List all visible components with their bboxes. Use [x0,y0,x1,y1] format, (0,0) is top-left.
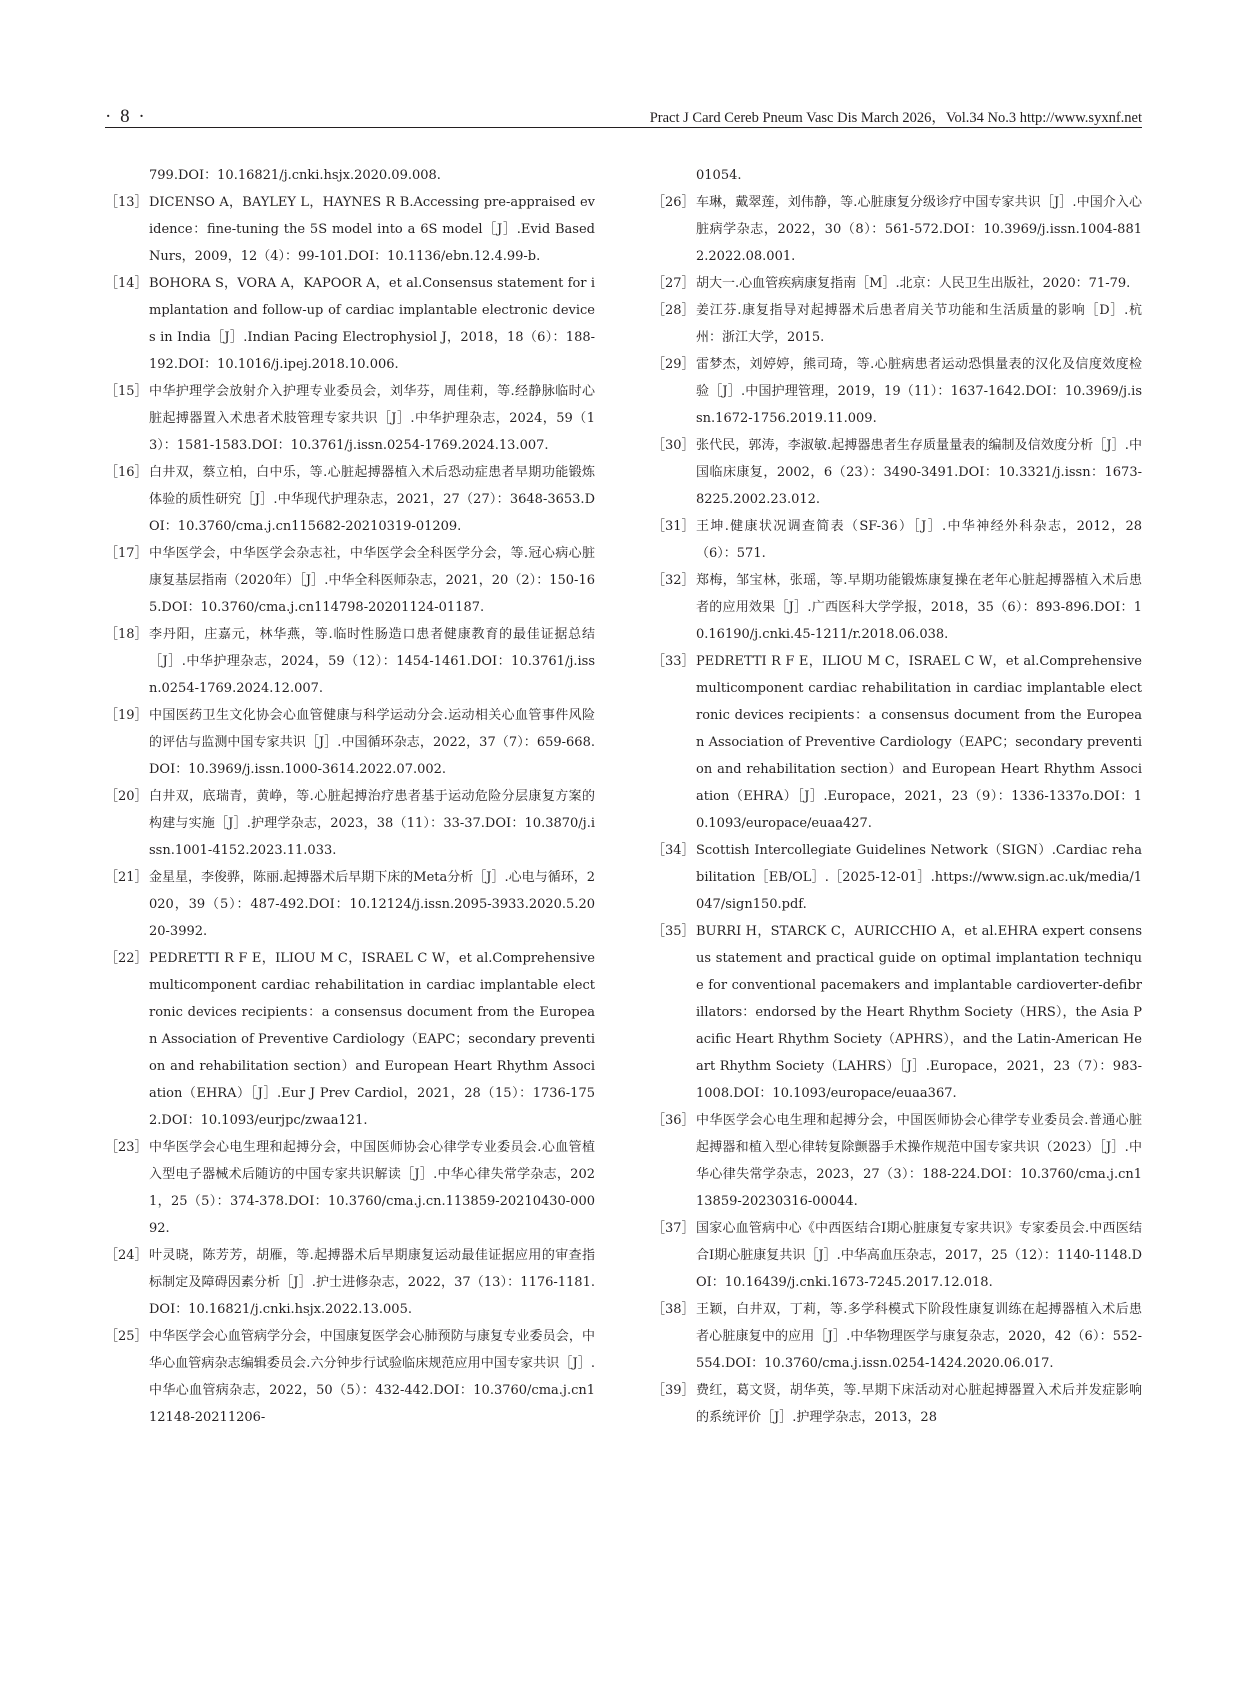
reference-text: 中华护理学会放射介入护理专业委员会，刘华芬，周佳莉，等.经静脉临时心脏起搏器置入术患者术肢管理专家共识［J］.中华护理杂志，2024，59（13）：1581-1583.DOI：10.3761/j.issn.0254-1769.2024.13.007. [149,384,595,453]
reference-number: ［25］ [105,1329,148,1344]
reference-text: 中华医学会心电生理和起搏分会，中国医师协会心律学专业委员会.心血管植入型电子器械术后随访的中国专家共识解读［J］.中华心律失常学杂志，2021，25（5）：374-378.DOI：10.3760/cma.j.cn.113859-20210430-00092. [149,1140,595,1236]
reference-number: ［22］ [105,951,148,966]
reference-number: ［17］ [105,546,148,561]
reference-text: 王颖，白井双，丁莉，等.多学科模式下阶段性康复训练在起搏器植入术后患者心脏康复中的应用［J］.中华物理医学与康复杂志，2020，42（6）：552-554.DOI：10.3760/cma.j.issn.0254-1424.2020.06.017. [696,1302,1142,1371]
reference-entry [652,648,1142,837]
reference-entry [105,702,595,783]
reference-text: 费红，葛文贤，胡华英，等.早期下床活动对心脏起搏器置入术后并发症影响的系统评价［J］.护理学杂志，2013，28 [696,1383,1142,1425]
reference-entry [105,540,595,621]
reference-text: 车琳，戴翠莲，刘伟静，等.心脏康复分级诊疗中国专家共识［J］.中国介入心脏病学杂志，2022，30（8）：561-572.DOI：10.3969/j.issn.1004-8812.2022.08.001. [696,195,1142,264]
reference-entry [652,918,1142,1107]
left-column [105,162,595,1431]
reference-text: DICENSO A，BAYLEY L，HAYNES R B.Accessing pre-appraised evidence：fine-tuning the 5S model into a 6S model［J］.Evid Based Nurs，2009，12（4）：99-101.DOI：10.1136/ebn.12.4.99-b. [149,195,595,264]
reference-entry [105,189,595,270]
reference-entry [105,1323,595,1431]
reference-number: ［18］ [105,627,148,642]
reference-number: ［21］ [105,870,148,885]
reference-number: ［15］ [105,384,148,399]
reference-text: 01054. [696,168,742,183]
reference-text: 799.DOI：10.16821/j.cnki.hsjx.2020.09.008. [149,168,441,183]
reference-entry [652,189,1142,270]
reference-number: ［35］ [652,924,695,939]
reference-text: 李丹阳，庄嘉元，林华燕，等.临时性肠造口患者健康教育的最佳证据总结［J］.中华护理杂志，2024，59（12）：1454-1461.DOI：10.3761/j.issn.0254-1769.2024.12.007. [149,627,595,696]
reference-text: 中华医学会心电生理和起搏分会，中国医师协会心律学专业委员会.普通心脏起搏器和植入型心律转复除颤器手术操作规范中国专家共识（2023）［J］.中华心律失常学杂志，2023，27（3）：188-224.DOI：10.3760/cma.j.cn113859-20230316-00044. [696,1113,1142,1209]
reference-text: BURRI H，STARCK C，AURICCHIO A，et al.EHRA expert consensus statement and practical guide on optimal implantation technique for conventional pacemakers and implantable cardioverter-defibrillators：endorsed by the Heart Rhythm Society（HRS），the Asia Pacific Heart Rhythm Society（APHRS），and the Latin-American Heart Rhythm Society（LAHRS）［J］.Europace，2021，23（7）：983-1008.DOI：10.1093/europace/euaa367. [696,924,1142,1101]
reference-entry [652,297,1142,351]
reference-number: ［32］ [652,573,695,588]
reference-entry [652,270,1142,297]
reference-number: ［28］ [652,303,695,318]
reference-entry [105,162,595,189]
reference-number: ［26］ [652,195,695,210]
reference-text: 中华医学会心血管病学分会，中国康复医学会心肺预防与康复专业委员会，中华心血管病杂志编辑委员会.六分钟步行试验临床规范应用中国专家共识［J］.中华心血管病杂志，2022，50（5）：432-442.DOI：10.3760/cma.j.cn112148-20211206- [149,1329,595,1425]
reference-entry [105,1242,595,1323]
journal-info: Pract J Card Cereb Pneum Vasc Dis March 2026，Vol.34 No.3 http://www.syxnf.net [649,110,1142,126]
reference-text: 中国医药卫生文化协会心血管健康与科学运动分会.运动相关心血管事件风险的评估与监测中国专家共识［J］.中国循环杂志，2022，37（7）：659-668.DOI：10.3969/j.issn.1000-3614.2022.07.002. [149,708,595,777]
running-header [105,98,1142,128]
reference-number: ［24］ [105,1248,148,1263]
reference-number: ［13］ [105,195,148,210]
reference-number: ［19］ [105,708,148,723]
header-rule [105,127,1142,128]
page-number: · 8 · [105,106,147,127]
reference-text: 姜江芬.康复指导对起搏器术后患者肩关节功能和生活质量的影响［D］.杭州：浙江大学，2015. [696,303,1142,345]
reference-text: 雷梦杰，刘婷婷，熊司琦，等.心脏病患者运动恐惧量表的汉化及信度效度检验［J］.中国护理管理，2019，19（11）：1637-1642.DOI：10.3969/j.issn.1672-1756.2019.11.009. [696,357,1142,426]
reference-entry [105,459,595,540]
reference-number: ［23］ [105,1140,148,1155]
reference-entry [652,1296,1142,1377]
reference-number: ［27］ [652,276,695,291]
reference-entry [652,1215,1142,1296]
reference-text: 中华医学会，中华医学会杂志社，中华医学会全科医学分会，等.冠心病心脏康复基层指南（2020年）［J］.中华全科医师杂志，2021，20（2）：150-165.DOI：10.3760/cma.j.cn114798-20201124-01187. [149,546,595,615]
reference-text: 金星星，李俊骅，陈丽.起搏器术后早期下床的Meta分析［J］.心电与循环，2020，39（5）：487-492.DOI：10.12124/j.issn.2095-3933.2020.5.2020-3992. [149,870,595,939]
reference-entry [652,432,1142,513]
reference-entry [105,270,595,378]
reference-text: 张代民，郭涛，李淑敏.起搏器患者生存质量量表的编制及信效度分析［J］.中国临床康复，2002，6（23）：3490-3491.DOI：10.3321/j.issn：1673-8225.2002.23.012. [696,438,1142,507]
reference-entry [652,162,1142,189]
reference-entry [652,351,1142,432]
reference-text: Scottish Intercollegiate Guidelines Network（SIGN）.Cardiac rehabilitation［EB/OL］.［2025-12-01］.https://www.sign.ac.uk/media/1047/sign150.pdf. [696,843,1142,912]
reference-number: ［37］ [652,1221,695,1236]
reference-entry [652,1107,1142,1215]
reference-text: 白井双，蔡立柏，白中乐，等.心脏起搏器植入术后恐动症患者早期功能锻炼体验的质性研究［J］.中华现代护理杂志，2021，27（27）：3648-3653.DOI：10.3760/cma.j.cn115682-20210319-01209. [149,465,595,534]
reference-entry [105,378,595,459]
reference-number: ［29］ [652,357,695,372]
reference-number: ［16］ [105,465,148,480]
reference-number: ［14］ [105,276,148,291]
right-column [652,162,1142,1431]
reference-text: 王坤.健康状况调查简表（SF-36）［J］.中华神经外科杂志，2012，28（6）：571. [696,519,1142,561]
reference-number: ［20］ [105,789,148,804]
reference-number: ［31］ [652,519,695,534]
reference-text: 白井双，底瑞青，黄峥，等.心脏起搏治疗患者基于运动危险分层康复方案的构建与实施［J］.护理学杂志，2023，38（11）：33-37.DOI：10.3870/j.issn.1001-4152.2023.11.033. [149,789,595,858]
reference-number: ［34］ [652,843,695,858]
reference-entry [652,837,1142,918]
reference-entry [105,621,595,702]
reference-number: ［36］ [652,1113,695,1128]
reference-text: BOHORA S，VORA A，KAPOOR A，et al.Consensus statement for implantation and follow-up of cardiac implantable electronic devices in India［J］.Indian Pacing Electrophysiol J，2018，18（6）：188-192.DOI：10.1016/j.ipej.2018.10.006. [149,276,595,372]
reference-text: 国家心血管病中心《中西医结合Ⅰ期心脏康复专家共识》专家委员会.中西医结合Ⅰ期心脏康复共识［J］.中华高血压杂志，2017，25（12）：1140-1148.DOI：10.16439/j.cnki.1673-7245.2017.12.018. [696,1221,1142,1290]
reference-text: PEDRETTI R F E，ILIOU M C，ISRAEL C W，et al.Comprehensive multicomponent cardiac rehabilitation in cardiac implantable electronic devices recipients：a consensus document from the European Association of Preventive Cardiology（EAPC；secondary prevention and rehabilitation section）and European Heart Rhythm Association（EHRA）［J］.Europace，2021，23（9）：1336-1337o.DOI：10.1093/europace/euaa427. [696,654,1142,831]
reference-number: ［39］ [652,1383,695,1398]
reference-entry [105,945,595,1134]
reference-entry [652,567,1142,648]
reference-number: ［33］ [652,654,695,669]
reference-entry [652,513,1142,567]
reference-entry [105,864,595,945]
reference-text: 郑梅，邹宝林，张瑶，等.早期功能锻炼康复操在老年心脏起搏器植入术后患者的应用效果［J］.广西医科大学学报，2018，35（6）：893-896.DOI：10.16190/j.cnki.45-1211/r.2018.06.038. [696,573,1142,642]
reference-text: 叶灵晓，陈芳芳，胡雁，等.起搏器术后早期康复运动最佳证据应用的审查指标制定及障碍因素分析［J］.护士进修杂志，2022，37（13）：1176-1181.DOI：10.16821/j.cnki.hsjx.2022.13.005. [149,1248,595,1317]
reference-text: PEDRETTI R F E，ILIOU M C，ISRAEL C W，et al.Comprehensive multicomponent cardiac rehabilitation in cardiac implantable electronic devices recipients：a consensus document from the European Association of Preventive Cardiology（EAPC；secondary prevention and rehabilitation section）and European Heart Rhythm Association（EHRA）［J］.Eur J Prev Cardiol，2021，28（15）：1736-1752.DOI：10.1093/eurjpc/zwaa121. [149,951,595,1128]
reference-entry [105,1134,595,1242]
reference-entry [652,1377,1142,1431]
reference-number: ［38］ [652,1302,695,1317]
reference-text: 胡大一.心血管疾病康复指南［M］.北京：人民卫生出版社，2020：71-79. [696,276,1131,291]
reference-entry [105,783,595,864]
reference-number: ［30］ [652,438,695,453]
